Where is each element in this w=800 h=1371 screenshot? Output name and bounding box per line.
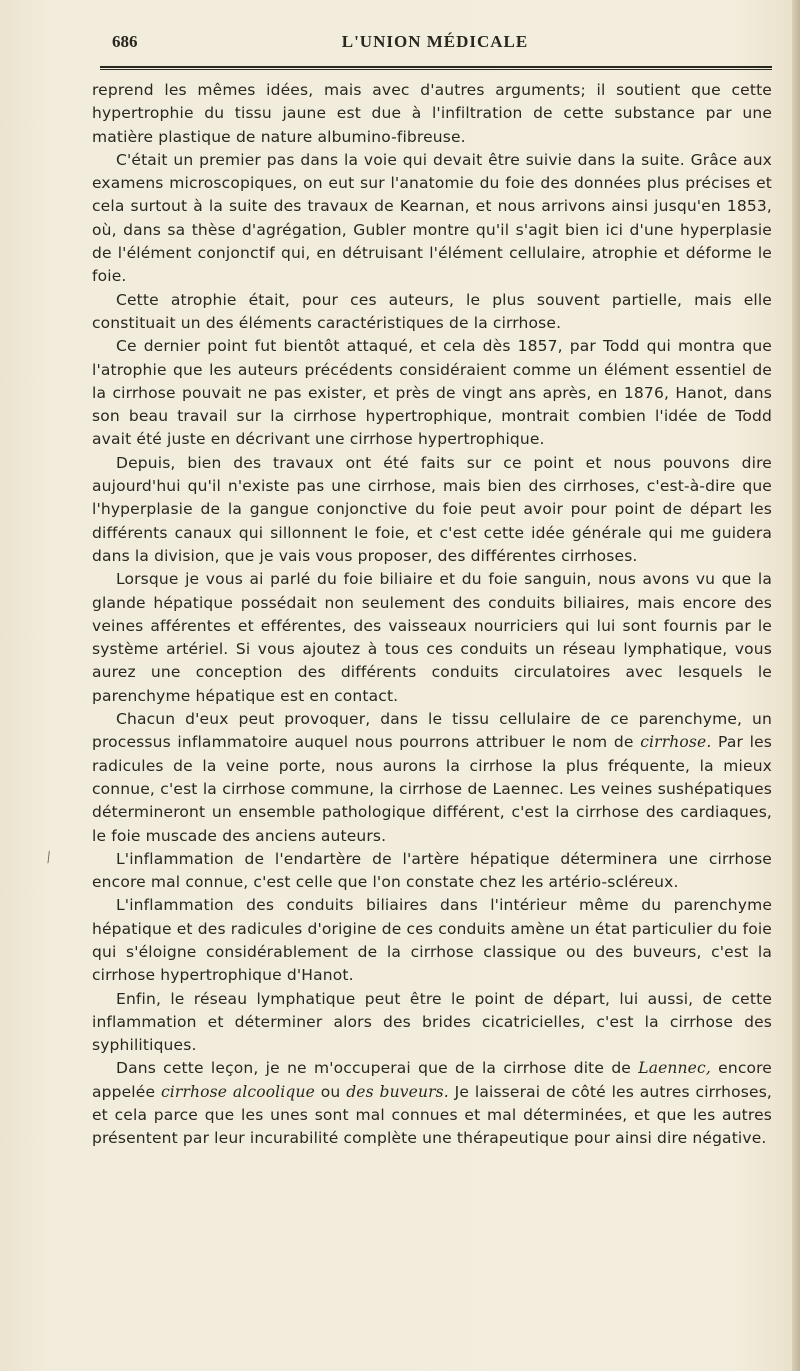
paragraph: L'inflammation des conduits biliaires dans l'intérieur même du parenchyme hépatique et des radicules d'origine de ces conduits amène un état particulier du foie qui s'éloigne considérablement de la cirrhose classique ou des buveurs, c'est la cirrhose hypertrophique d'Hanot. <box>92 896 772 985</box>
paragraph: Depuis, bien des travaux ont été faits sur ce point et nous pouvons dire aujourd'hui qu'il n'existe pas une cirrhose, mais bien des cirrhoses, c'est-à-dire que l'hyperplasie de la gangue conjonctive du foie peut avoir pour point de départ les différents canaux qui sillonnent le foie, et c'est cette idée générale qui me guidera dans la division, que je vais vous proposer, des différentes cirrhoses. <box>92 453 772 565</box>
paragraph <box>92 708 772 848</box>
paragraph: L'inflammation de l'endartère de l'artère hépatique déterminera une cirrhose encore mal connue, c'est celle que l'on constate chez les artério-scléreux. <box>92 849 772 892</box>
paragraph: C'était un premier pas dans la voie qui devait être suivie dans la suite. Grâce aux examens microscopiques, on eut sur l'anatomie du foie des données plus précises et cela surtout à la suite des travaux de Kearnan, et nous arrivons ainsi jusqu'en 1853, où, dans sa thèse d'agrégation, Gubler montre qu'il s'agit bien ici d'une hyperplasie de l'élément conjonctif qui, en détruisant l'élément cellulaire, atrophie et déforme le foie. <box>92 150 772 286</box>
paragraph-text: ou <box>314 1082 347 1101</box>
italic-term: des buveurs. <box>346 1082 449 1101</box>
italic-term: cirrhose alcoolique <box>160 1082 315 1101</box>
paragraph-text: encore appelée <box>92 1059 772 1101</box>
running-header <box>100 30 770 56</box>
italic-term: Laennec, <box>638 1059 711 1078</box>
paragraph: Enfin, le réseau lymphatique peut être le point de départ, lui aussi, de cette inflammation et déterminer alors des brides cicatricielles, c'est la cirrhose des syphilitiques. <box>92 989 772 1055</box>
paragraph <box>92 1057 772 1150</box>
paragraph-text: Je laisserai de côté les autres cirrhoses, et cela parce que les unes sont mal connues et mal déterminées, et que les autres présentent par leur incurabilité complète une thérapeutique pour ainsi dire négative. <box>92 1082 773 1148</box>
page-number: 686 <box>112 32 138 51</box>
paragraph: reprend les mêmes idées, mais avec d'autres arguments; il soutient que cette hypertrophie du tissu jaune est due à l'infiltration de cette substance par une matière plastique de nature albumino-fibreuse. <box>92 81 772 146</box>
header-rule-thin <box>100 69 772 70</box>
journal-title: L'UNION MÉDICALE <box>341 32 529 51</box>
italic-term: cirrhose. <box>640 733 712 752</box>
paragraph-text: Par les radicules de la veine porte, nous aurons la cirrhose la plus fréquente, la mieux connue, c'est la cirrhose commune, la cirrhose de Laennec. Les veines sushépatiques détermineront un ensemble pathologique différent, c'est la cirrhose des cardiaques, le foie muscade des anciens auteurs. <box>92 733 772 845</box>
paragraph: Cette atrophie était, pour ces auteurs, le plus souvent partielle, mais elle constituait un des éléments caractéristiques de la cirrhose. <box>92 290 772 332</box>
page-edge <box>792 0 800 1371</box>
paragraph: Lorsque je vous ai parlé du foie biliaire et du foie sanguin, nous avons vu que la glande hépatique possédait non seulement des conduits biliaires, mais encore des veines afférentes et efférentes, des vaisseaux nourriciers qui lui sont fournis par le système artériel. Si vous ajoutez à tous ces conduits un réseau lymphatique, vous aurez une conception des différents conduits circulatoires avec lesquels le parenchyme hépatique est en contact. <box>92 570 772 705</box>
pencil-mark: ⁄ <box>44 850 54 866</box>
paragraph: Ce dernier point fut bientôt attaqué, et cela dès 1857, par Todd qui montra que l'atrophie que les auteurs précédents considéraient comme un élément essentiel de la cirrhose pouvait ne pas exister, et près de vingt ans après, en 1876, Hanot, dans son beau travail sur la cirrhose hypertrophique, montrait combien l'idée de Todd avait été juste en décrivant une cirrhose hypertrophique. <box>92 337 772 449</box>
paragraph-text: Chacun d'eux peut provoquer, dans le tissu cellulaire de ce parenchyme, un processus inflammatoire auquel nous pourrons attribuer le nom de <box>92 710 772 752</box>
header-rule <box>100 66 772 68</box>
paragraph-text: Dans cette leçon, je ne m'occuperai que de la cirrhose dite de <box>116 1059 639 1078</box>
body-text <box>92 79 772 1151</box>
